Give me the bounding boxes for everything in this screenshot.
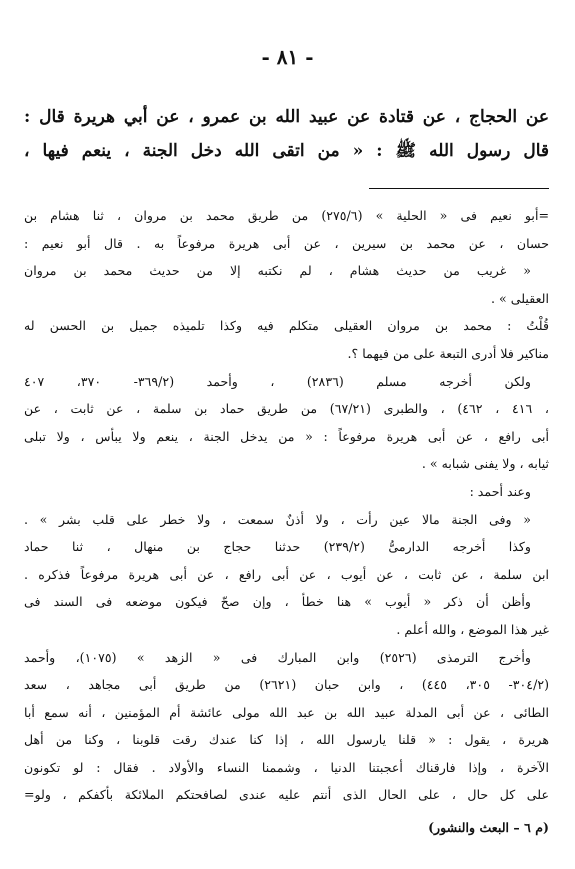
note-line: العقيلى » . — [491, 290, 549, 306]
main-text — [24, 100, 549, 168]
note-line: الآخرة ، وإذا فارقناك أعجبتنا الدنيا ، وشممنا النساء والأولاد . فقال : لو تكونون — [24, 759, 549, 775]
note-line: (٣٠٤/٢- ٣٠٥، ٤٤٥) ، وابن حبان (٢٦٢١) من طريق أبى مجاهد ، سعد — [24, 677, 549, 693]
page-number: - ٨١ - — [261, 45, 314, 69]
note-line: « وفى الجنة مالا عين رأت ، ولا أذنٌ سمعت ، ولا خطر على قلب بشر » . — [24, 511, 531, 527]
note-line: وأظن أن ذكر « أيوب » هنا خطأ ، وإن صحّ فيكون موضعه فى السند فى — [24, 594, 531, 610]
note-line: هريرة ، يقول : « قلنا يارسول الله ، إذا كنا عندك رقت قلوبنا ، وكنا من أهل — [24, 732, 549, 748]
note-line: ثيابه ، ولا يفنى شبابه » . — [421, 456, 549, 472]
main-line: عن الحجاج ، عن قتادة عن عبيد الله بن عمرو ، عن أبي هريرة قال : — [24, 107, 549, 127]
note-line: وعند أحمد : — [469, 483, 531, 499]
note-line: « غريب من حديث هشام ، لم نكتبه إلا من حديث محمد بن مروان — [24, 263, 531, 279]
note-line: الطائى ، عن أبى المدلة عبيد الله بن عبد الله مولى عائشة أم المؤمنين ، أنه سمع أبا — [24, 704, 549, 720]
main-line: قال رسول الله ﷺ : « من اتقى الله دخل الجنة ، ينعم فيها ، — [24, 141, 549, 161]
note-line: =أبو نعيم فى « الحلية » (٢٧٥/٦) من طريق محمد بن مروان ، ثنا هشام بن — [24, 208, 549, 223]
note-line: ولكن أخرجه مسلم (٢٨٣٦) ، وأحمد (٣٦٩/٢- ٣٧٠، ٤٠٧ — [24, 373, 531, 389]
note-line: مناكير فلا أدرى التبعة على من فيهما ؟. — [347, 345, 549, 361]
note-line: قُلْتُ : محمد بن مروان العقيلى متكلم فيه وكذا تلميذه جميل بن الحسن له — [24, 318, 549, 334]
note-line: حسان ، عن محمد بن سيرين ، عن أبى هريرة مرفوعاً به . قال أبو نعيم : — [24, 235, 549, 251]
note-line: ، ٤١٦ ، ٤٦٢) ، والطبرى (٦٧/٢١) من طريق حماد بن سلمة ، عن ثابت ، عن — [24, 401, 549, 417]
note-line: وكذا أخرجه الدارمىُّ (٢٣٩/٢) حدثنا حجاج بن منهال ، ثنا حماد — [24, 539, 531, 555]
note-line: وأخرج الترمذى (٢٥٢٦) وابن المبارك فى « الزهد » (١٠٧٥)، وأحمد — [24, 649, 531, 665]
note-line: ابن سلمة ، عن ثابت ، عن أيوب ، عن أبى رافع ، عن أبى هريرة مرفوعاً فذكره . — [24, 566, 549, 582]
note-line: أبى رافع ، عن أبى هريرة مرفوعاً : « من يدخل الجنة ، ينعم ولا يبأس ، ولا تبلى — [24, 428, 549, 444]
page-footer: (م ٦ – البعث والنشور) — [428, 820, 549, 835]
footnotes — [24, 202, 549, 809]
note-line: على كل حال ، على الحال الذى أنتم عليه عندى لصافحتكم الملائكة بأكفكم ، ولو= — [24, 787, 549, 803]
note-line: غير هذا الموضع ، والله أعلم . — [396, 621, 549, 637]
footnote-divider — [369, 188, 549, 189]
